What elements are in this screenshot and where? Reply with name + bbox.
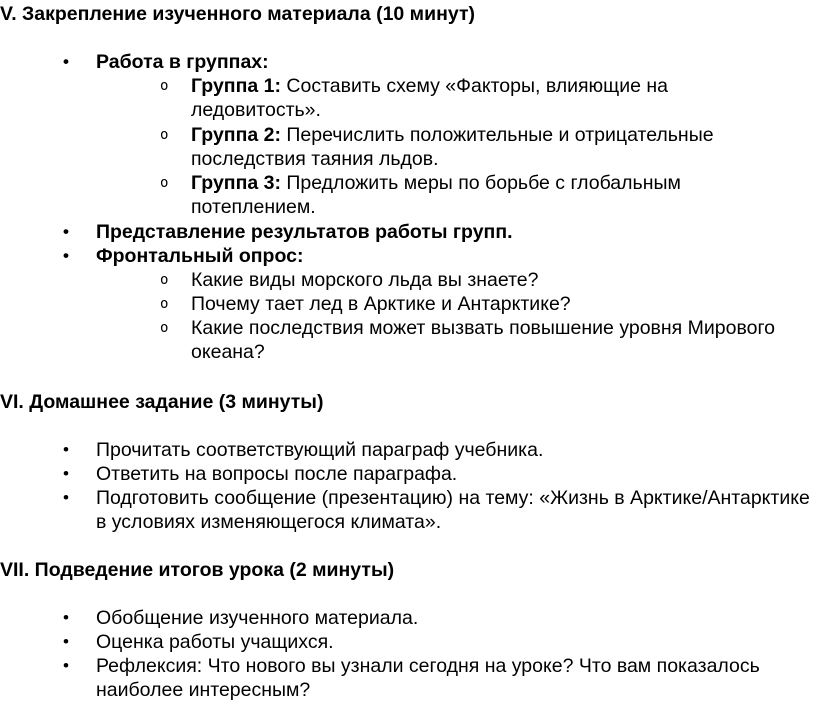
list-item-survey: • Фронтальный опрос: — [96, 244, 811, 268]
list-item-group-2 — [191, 123, 801, 171]
group-2-text: Перечислить положительные и отрицательные последствия таяния льдов. — [191, 124, 714, 170]
list-item-homework-1: • Прочитать соответствующий параграф учебника. — [96, 438, 811, 462]
section-7-heading: VII. Подведение итогов урока (2 минуты) — [0, 559, 395, 581]
list-item-survey-question-1: o Какие виды морского льда вы знаете? — [191, 268, 801, 292]
list-item-survey-question-2: o Почему тает лед в Арктике и Антарктике? — [191, 292, 801, 316]
group-2-lead: Группа 2: — [191, 124, 281, 146]
section-5-heading: V. Закрепление изученного материала (10 минут) — [0, 3, 475, 25]
list-item-homework-3: • Подготовить сообщение (презентацию) на тему: «Жизнь в Арктике/Антарктике в условиях изменяющегося климата». — [96, 486, 811, 534]
list-item-group-3 — [191, 171, 801, 219]
group-3-lead: Группа 3: — [191, 172, 281, 194]
list-item-group-1 — [191, 74, 801, 122]
list-item-presentation: • Представление результатов работы групп. — [96, 220, 811, 244]
list-item-summary-2: • Оценка работы учащихся. — [96, 630, 811, 654]
list-item-survey-question-3: o Какие последствия может вызвать повышение уровня Мирового океана? — [191, 316, 801, 364]
group-1-lead: Группа 1: — [191, 75, 281, 97]
group-1-text: Составить схему «Факторы, влияющие на ледовитость». — [191, 75, 668, 121]
list-item-homework-2: • Ответить на вопросы после параграфа. — [96, 462, 811, 486]
list-item-summary-1: • Обобщение изученного материала. — [96, 606, 811, 630]
list-item-groups-work: • Работа в группах: — [96, 50, 811, 74]
section-6-heading: VI. Домашнее задание (3 минуты) — [0, 391, 324, 413]
list-item-summary-3: • Рефлексия: Что нового вы узнали сегодня на уроке? Что вам показалось наиболее интересным? — [96, 654, 811, 702]
group-3-text: Предложить меры по борьбе с глобальным потеплением. — [191, 172, 681, 218]
